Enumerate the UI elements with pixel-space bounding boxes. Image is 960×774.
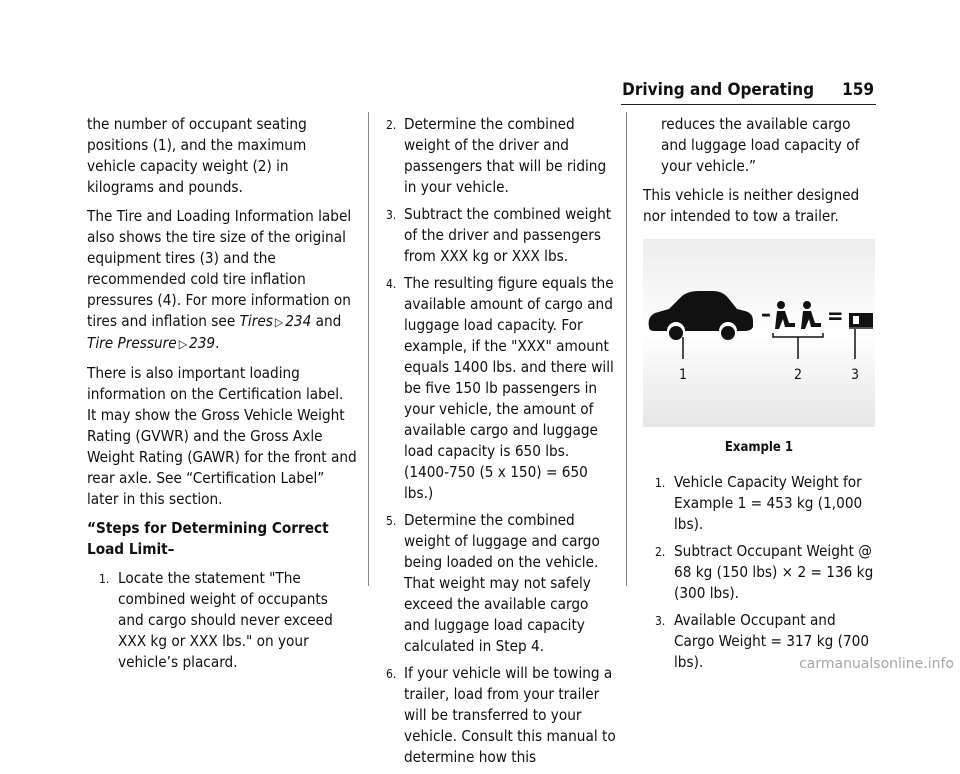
page-ref-icon: ▷ bbox=[178, 337, 187, 351]
list-item: 3. Available Occupant and Cargo Weight = 317 kg (700 lbs). bbox=[655, 611, 870, 671]
column-divider-1 bbox=[368, 112, 369, 586]
column-3 bbox=[643, 114, 875, 679]
steps-list-start bbox=[87, 568, 357, 673]
callout-1: 1 bbox=[679, 367, 688, 383]
list-item: 5. Determine the combined weight of luggage and cargo being loaded on the vehicle. That weight may not safely exceed the available cargo and luggage load capacity calculated in Step 4. bbox=[386, 511, 600, 655]
paragraph-certification-label: There is also important loading information on the Certification label. It may show the Gross Vehicle Weight Rating (GVWR) and the Gross Axle Weight Rating (GAWR) for the front and rear axle. See “Certification Label” later in this section. bbox=[87, 364, 357, 508]
page-ref-tire-pressure[interactable]: 239 bbox=[189, 334, 216, 352]
list-item: 3. Subtract the combined weight of the driver and passengers from XXX kg or XXX lbs. bbox=[386, 205, 612, 265]
occupants-icon bbox=[775, 301, 821, 329]
list-item: 2. Determine the combined weight of the driver and passengers that will be riding in your vehicle. bbox=[386, 115, 607, 196]
page-ref-tires[interactable]: 234 bbox=[285, 312, 312, 330]
wheel-icon bbox=[669, 326, 683, 340]
header-rule bbox=[621, 104, 876, 105]
section-title: Driving and Operating bbox=[622, 80, 815, 100]
link-tires[interactable]: Tires bbox=[239, 312, 273, 330]
wheel-icon bbox=[721, 326, 735, 340]
watermark: carmanualsonline.info bbox=[799, 656, 954, 672]
link-tire-pressure[interactable]: Tire Pressure bbox=[87, 334, 177, 352]
example-list bbox=[643, 472, 875, 673]
equals-sign: = bbox=[827, 304, 844, 329]
list-item: 1. Locate the statement "The combined weight of occupants and cargo should never exceed XXX kg or XXX lbs." on your vehicle’s placard. bbox=[99, 569, 333, 671]
list-item: 2. Subtract Occupant Weight @ 68 kg (150 lbs) × 2 = 136 kg (300 lbs). bbox=[655, 542, 874, 602]
page-header bbox=[622, 80, 874, 100]
column-1 bbox=[87, 114, 357, 679]
load-example-illustration bbox=[643, 239, 875, 427]
callout-2: 2 bbox=[794, 367, 803, 383]
steps-heading: “Steps for Determining Correct Load Limit– bbox=[87, 519, 329, 558]
column-divider-2 bbox=[626, 112, 627, 586]
step-continuation: reduces the available cargo and luggage load capacity of your vehicle.” bbox=[661, 115, 860, 175]
page-number: 159 bbox=[842, 80, 874, 100]
callout-3: 3 bbox=[851, 367, 860, 383]
figure-caption: Example 1 bbox=[724, 440, 794, 455]
list-item: 6. If your vehicle will be towing a trailer, load from your trailer will be transferred to your vehicle. Consult this manual to determine how this bbox=[386, 664, 616, 766]
paragraph-occupant-seating: the number of occupant seating positions (1), and the maximum vehicle capacity weight (2) in kilograms and pounds. bbox=[87, 115, 307, 196]
column-2 bbox=[386, 114, 618, 774]
cargo-icon bbox=[849, 313, 873, 329]
minus-sign: – bbox=[761, 302, 771, 327]
list-item: 4. The resulting figure equals the available amount of cargo and luggage load capacity. For example, if the "XXX" amount equals 1400 lbs. and there will be five 150 lb passengers in your vehicle, the amount of available cargo and luggage load capacity is 650 lbs. (1400-750 (5 x 150) = 650 lbs.) bbox=[386, 274, 614, 502]
steps-list bbox=[386, 114, 618, 768]
list-item: 1. Vehicle Capacity Weight for Example 1 = 453 kg (1,000 lbs). bbox=[655, 473, 863, 533]
paragraph-no-trailer: This vehicle is neither designed nor intended to tow a trailer. bbox=[643, 186, 860, 225]
car-icon bbox=[649, 291, 753, 331]
page-ref-icon: ▷ bbox=[274, 315, 284, 329]
example-1-figure bbox=[643, 239, 875, 427]
paragraph-tire-label: The Tire and Loading Information label also shows the tire size of the original equipment tires (3) and the recommended cold tire inflation pressures (4). For more information on tires and inflation see Tires ▷ 234 and Tire Pressure ▷ 239. bbox=[87, 207, 352, 352]
